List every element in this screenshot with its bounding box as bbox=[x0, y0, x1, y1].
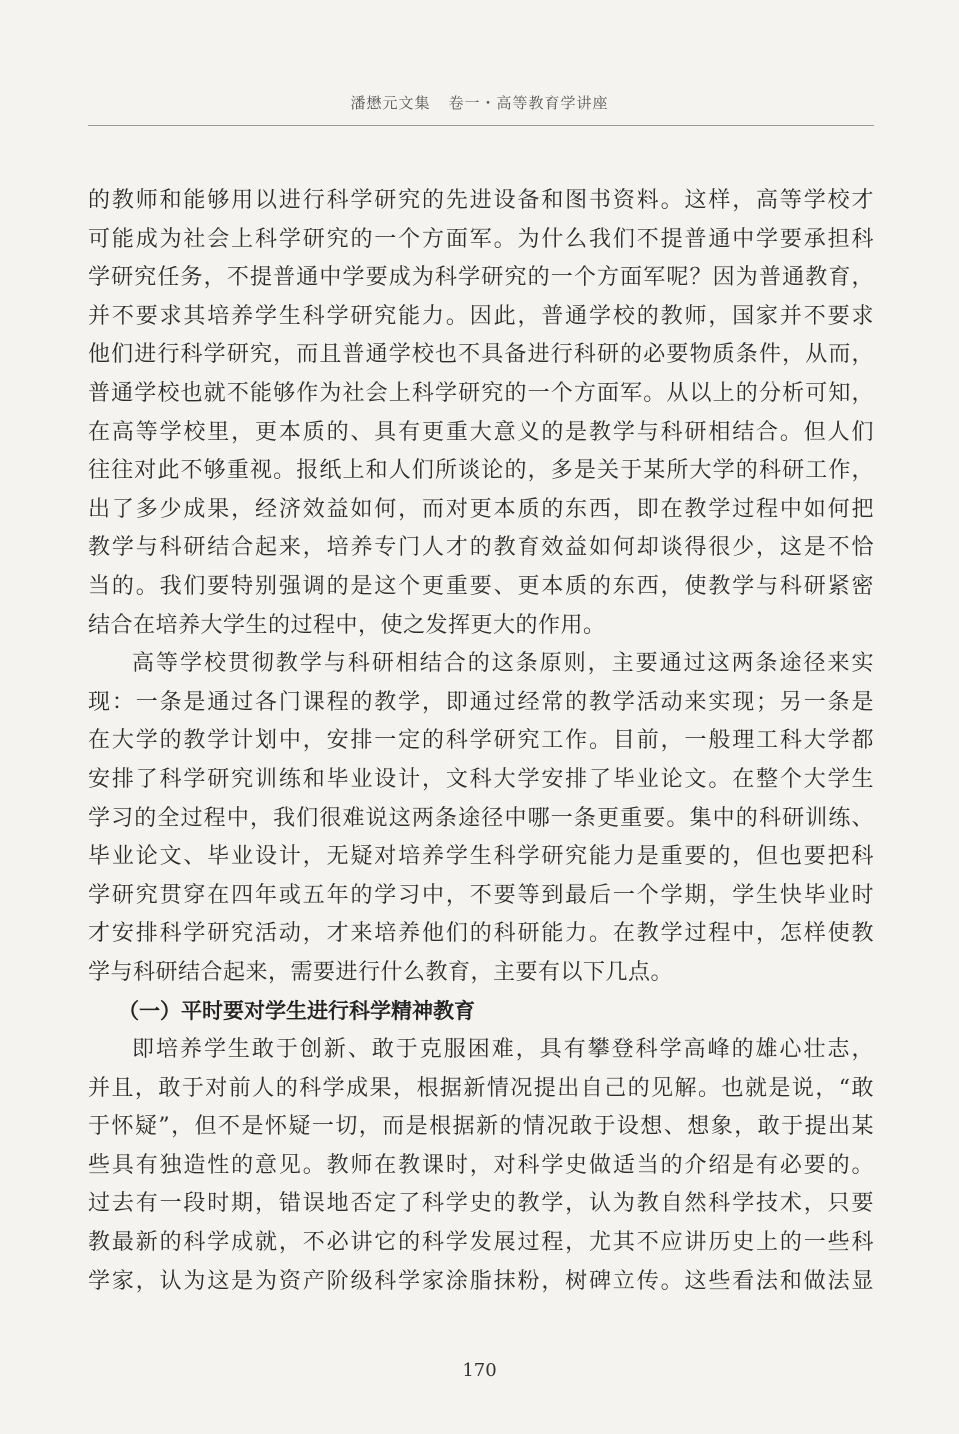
text-line: 现：一条是通过各门课程的教学，即通过经常的教学活动来实现；另一条是 bbox=[88, 689, 874, 715]
text-line: 出了多少成果，经济效益如何，而对更本质的东西，即在教学过程中如何把 bbox=[88, 496, 874, 522]
text-line: 并且，敢于对前人的科学成果，根据新情况提出自己的见解。也就是说，“敢 bbox=[88, 1075, 874, 1101]
header-rule bbox=[88, 125, 874, 126]
paragraph-1 bbox=[88, 182, 874, 645]
page-number: 170 bbox=[462, 1360, 497, 1381]
text-line: 学习的全过程中，我们很难说这两条途径中哪一条更重要。集中的科研训练、 bbox=[88, 805, 874, 831]
text-line: 在高等学校里，更本质的、具有更重大意义的是教学与科研相结合。但人们 bbox=[88, 419, 874, 445]
text-line: 当的。我们要特别强调的是这个更重要、更本质的东西，使教学与科研紧密 bbox=[88, 573, 874, 599]
paragraph-3 bbox=[88, 1031, 874, 1301]
text-line: 过去有一段时期，错误地否定了科学史的教学，认为教自然科学技术，只要 bbox=[88, 1191, 874, 1217]
body-text bbox=[88, 182, 874, 1301]
text-line: 可能成为社会上科学研究的一个方面军。为什么我们不提普通中学要承担科 bbox=[88, 226, 874, 252]
volume-title: 卷一・高等教育学讲座 bbox=[448, 94, 609, 112]
text-line: 往往对此不够重视。报纸上和人们所谈论的，多是关于某所大学的科研工作， bbox=[88, 458, 874, 484]
text-line: 毕业论文、毕业设计，无疑对培养学生科学研究能力是重要的，但也要把科 bbox=[88, 844, 874, 870]
text-line: 他们进行科学研究，而且普通学校也不具备进行科研的必要物质条件，从而， bbox=[88, 342, 874, 368]
text-line: 普通学校也就不能够作为社会上科学研究的一个方面军。从以上的分析可知， bbox=[88, 380, 874, 406]
text-line: 高等学校贯彻教学与科研相结合的这条原则，主要通过这两条途径来实 bbox=[132, 651, 874, 677]
text-line: 安排了科学研究训练和毕业设计，文科大学安排了毕业论文。在整个大学生 bbox=[88, 766, 874, 792]
collection-title: 潘懋元文集 bbox=[350, 94, 431, 112]
text-line: 教最新的科学成就，不必讲它的科学发展过程，尤其不应讲历史上的一些科 bbox=[88, 1230, 874, 1256]
text-line: 学研究贯穿在四年或五年的学习中，不要等到最后一个学期，学生快毕业时 bbox=[88, 882, 874, 908]
text-line: 才安排科学研究活动，才来培养他们的科研能力。在教学过程中，怎样使教 bbox=[88, 921, 874, 947]
text-line: 学与科研结合起来，需要进行什么教育，主要有以下几点。 bbox=[88, 959, 674, 985]
text-line: 学研究任务，不提普通中学要成为科学研究的一个方面军呢？因为普通教育， bbox=[88, 265, 874, 291]
text-line: 于怀疑”，但不是怀疑一切，而是根据新的情况敢于设想、想象，敢于提出某 bbox=[88, 1114, 874, 1140]
paragraph-2 bbox=[88, 645, 874, 992]
text-line: 些具有独造性的意见。教师在教课时，对科学史做适当的介绍是有必要的。 bbox=[88, 1152, 874, 1178]
text-line: 即培养学生敢于创新、敢于克服困难，具有攀登科学高峰的雄心壮志， bbox=[132, 1037, 874, 1063]
running-header bbox=[0, 92, 959, 113]
text-line: 结合在培养大学生的过程中，使之发挥更大的作用。 bbox=[88, 612, 606, 638]
text-line: 的教师和能够用以进行科学研究的先进设备和图书资料。这样，高等学校才 bbox=[88, 188, 874, 213]
section-heading: （一）平时要对学生进行科学精神教育 bbox=[118, 999, 475, 1024]
text-line: 并不要求其培养学生科学研究能力。因此，普通学校的教师，国家并不要求 bbox=[88, 303, 874, 329]
text-line: 教学与科研结合起来，培养专门人才的教育效益如何却谈得很少，这是不恰 bbox=[88, 535, 874, 561]
text-line: 学家，认为这是为资产阶级科学家涂脂抹粉，树碑立传。这些看法和做法显 bbox=[88, 1268, 874, 1294]
text-line: 在大学的教学计划中，安排一定的科学研究工作。目前，一般理工科大学都 bbox=[88, 728, 874, 754]
